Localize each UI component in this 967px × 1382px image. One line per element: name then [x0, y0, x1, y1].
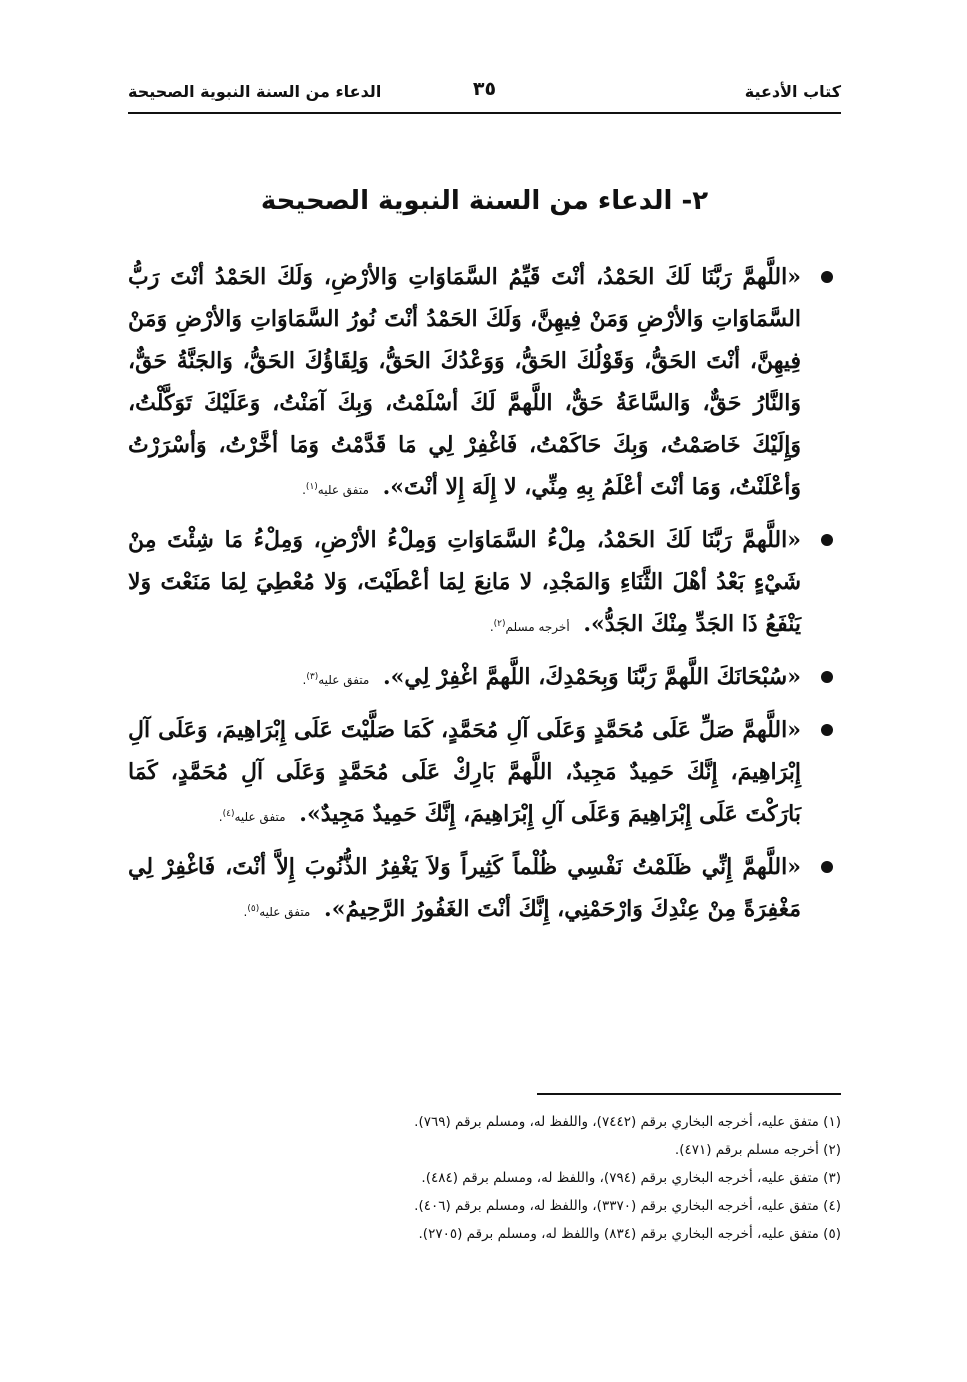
footnote: (٤) متفق عليه، أخرجه البخاري برقم (٣٣٧٠)، واللفظ له، ومسلم برقم (٤٠٦).	[414, 1198, 841, 1214]
footnote-ref[interactable]: (٣)	[306, 672, 319, 682]
bullet-icon	[821, 671, 833, 683]
source-label: متفق عليه	[317, 483, 369, 497]
dua-item	[128, 656, 841, 701]
dua-list	[128, 256, 841, 941]
dua-text: «اللَّهمَّ رَبَّنَا لَكَ الحَمْدُ، أنْتَ قَيِّمُ السَّمَاوَاتِ وَالأرْضِ، وَلَكَ الحَمْدُ أنْتَ رَبُّ السَّمَاوَاتِ وَالأرْضِ وَمَنْ فِيهِنَّ، وَلَكَ الحَمْدُ أنْتَ نُورُ السَّمَاوَاتِ وَالأرْضِ وَمَنْ فِيهِنَّ، أنْتَ الحَقُّ، وَقَوْلُكَ الحَقُّ، وَوَعْدُكَ الحَقُّ، وَلِقَاؤُكَ الحَقُّ، وَالجَنَّةُ حَقٌّ، وَالنَّارُ حَقٌّ، وَالسَّاعَةُ حَقٌّ، اللَّهمَّ لَكَ أسْلَمْتُ، وَبِكَ آمَنْتُ، وَعَلَيْكَ تَوَكَّلْتُ، وَإِلَيْكَ خَاصَمْتُ، وَبِكَ حَاكَمْتُ، فَاغْفِرْ لِي مَا قَدَّمْتُ وَمَا أخَّرْتُ، وَأسْرَرْتُ وَأعْلَنْتُ، وَمَا أنْتَ أعْلَمُ بِهِ مِنِّي، لا إِلَهَ إِلا أنْتَ».	[128, 264, 801, 500]
source-label: متفق عليه	[259, 905, 311, 919]
source-label: متفق عليه	[318, 673, 370, 687]
dua-text: «اللَّهمَّ رَبَّنَا لَكَ الحَمْدُ، مِلْءُ السَّمَاوَاتِ وَمِلْءُ الأرْضِ، وَمِلْءُ مَا شِئْتَ مِنْ شَيْءٍ بَعْدُ أهْلَ الثَّنَاءِ وَالمَجْدِ، لا مَانِعَ لِمَا أعْطَيْتَ، وَلا مُعْطِيَ لِمَا مَنَعْتَ وَلا يَنْفَعُ ذَا الجَدِّ مِنْكَ الجَدُّ».	[128, 527, 801, 637]
page-number: ٣٥	[472, 78, 497, 100]
section-title: ٢- الدعاء من السنة النبوية الصحيحة	[260, 186, 709, 216]
dua-text: «اللَّهمَّ صَلِّ عَلَى مُحَمَّدٍ وَعَلَى آلِ مُحَمَّدٍ، كَمَا صَلَّيْتَ عَلَى إِبْرَاهِيمَ، وَعَلَى آلِ إِبْرَاهِيمَ، إِنَّكَ حَمِيدٌ مَجِيدٌ، اللَّهمَّ بَارِكْ عَلَى مُحَمَّدٍ وَعَلَى آلِ مُحَمَّدٍ، كَمَا بَارَكْتَ عَلَى إِبْرَاهِيمَ وَعَلَى آلِ إِبْرَاهِيمَ، إِنَّكَ حَمِيدٌ مَجِيدٌ».	[128, 717, 801, 827]
footnote: (٥) متفق عليه، أخرجه البخاري برقم (٨٣٤) واللفظ له، ومسلم برقم (٢٧٠٥).	[418, 1226, 841, 1242]
chapter-title: الدعاء من السنة النبوية الصحيحة	[128, 82, 382, 101]
bullet-icon	[821, 861, 833, 873]
footnote: (٢) أخرجه مسلم برقم (٤٧١).	[674, 1142, 841, 1158]
footnote: (١) متفق عليه، أخرجه البخاري برقم (٧٤٤٢)، واللفظ له، ومسلم برقم (٧٦٩).	[414, 1114, 841, 1130]
bullet-icon	[821, 534, 833, 546]
dua-item	[128, 846, 841, 933]
footnote: (٣) متفق عليه، أخرجه البخاري برقم (٧٩٤)، واللفظ له، ومسلم برقم (٤٨٤).	[421, 1170, 841, 1186]
dua-source: متفق عليه$^{(١)}$.	[302, 482, 369, 497]
dua-text: «اللَّهمَّ إِنِّي ظَلَمْتُ نَفْسِي ظُلْماً كَثِيراً وَلاَ يَغْفِرُ الذُّنُوبَ إِلاَّ أنْتَ، فَاغْفِرْ لِي مَغْفِرَةً مِنْ عِنْدِكَ وَارْحَمْنِي، إِنَّكَ أنْتَ الغَفُورُ الرَّحِيمُ».	[128, 854, 801, 922]
footnote-ref[interactable]: (٤)	[222, 809, 235, 819]
footnote-ref[interactable]: (٢)	[493, 619, 506, 629]
source-label: أخرجه مسلم	[505, 620, 570, 634]
source-label: متفق عليه	[234, 810, 286, 824]
dua-source: متفق عليه$^{(٣)}$.	[302, 672, 370, 687]
footnote-divider	[537, 1093, 841, 1095]
running-header	[128, 78, 841, 108]
dua-source: متفق عليه$^{(٥)}$.	[243, 904, 311, 919]
dua-item	[128, 256, 841, 511]
footnotes	[128, 1108, 841, 1248]
bullet-icon	[821, 724, 833, 736]
footnote-ref[interactable]: (١)	[305, 482, 318, 492]
bullet-icon	[821, 271, 833, 283]
dua-item	[128, 519, 841, 648]
dua-source: أخرجه مسلم$^{(٢)}$.	[489, 619, 570, 634]
dua-source: متفق عليه$^{(٤)}$.	[218, 809, 286, 824]
dua-text: «سُبْحَانَكَ اللَّهمَّ رَبَّنَا وَبِحَمْدِكَ، اللَّهمَّ اغْفِرْ لِي».	[383, 664, 801, 690]
header-divider	[128, 112, 841, 114]
dua-item	[128, 709, 841, 838]
footnote-ref[interactable]: (٥)	[247, 904, 260, 914]
book-title: كتاب الأدعية	[744, 82, 841, 101]
